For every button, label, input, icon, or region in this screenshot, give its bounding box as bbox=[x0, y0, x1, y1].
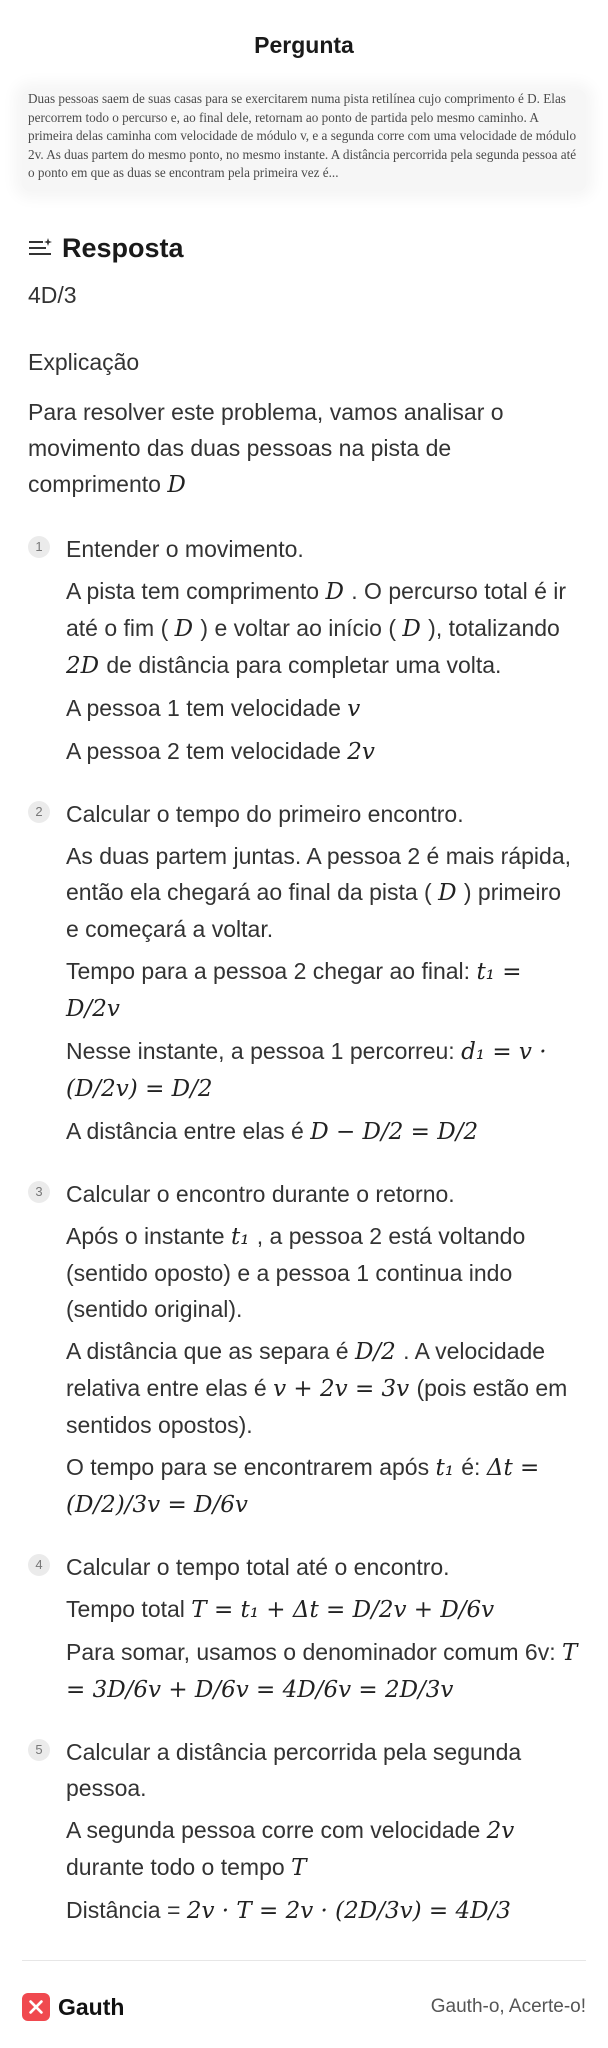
step-text: de distância para completar uma volta. bbox=[106, 651, 502, 678]
footer bbox=[22, 1985, 586, 2029]
step-item bbox=[28, 1734, 580, 1929]
step-text: Após o instante bbox=[66, 1222, 231, 1249]
step-title: Calcular o tempo do primeiro encontro. bbox=[66, 800, 464, 827]
math-expression: t₁ = D/2v bbox=[66, 958, 522, 1022]
math-expression: D/2 bbox=[354, 1338, 404, 1365]
step-title: Calcular o encontro durante o retorno. bbox=[66, 1180, 455, 1207]
step-text: , a pessoa 2 está voltando (sentido oposto) e a pessoa 1 continua indo (sentido original). bbox=[66, 1222, 526, 1322]
step-title: Entender o movimento. bbox=[66, 535, 304, 562]
step-text: A segunda pessoa corre com velocidade bbox=[66, 1816, 487, 1843]
step-text: O tempo para se encontrarem após bbox=[66, 1453, 436, 1480]
step-text: ) e voltar ao início ( bbox=[200, 614, 403, 641]
step-number-badge: 2 bbox=[28, 801, 50, 823]
step-line bbox=[66, 1333, 580, 1443]
step-line bbox=[66, 953, 580, 1027]
math-expression: D bbox=[325, 578, 352, 605]
step-item bbox=[28, 1549, 580, 1708]
step-line bbox=[66, 1033, 580, 1107]
step-line bbox=[66, 1113, 580, 1150]
question-text: Duas pessoas saem de suas casas para se exercitarem numa pista retilínea cujo comprimento é D. Elas percorrem todo o percurso e, ao final dele, retornam ao ponto de partida pelo mesmo caminho. A primeira delas caminha com velocidade de módulo v, e a segunda corre com uma velocidade de módulo 2v. As duas partem do mesmo ponto, no mesmo instante. A distância percorrida pela segunda pessoa até o ponto em que as duas se encontram pela primeira vez é... bbox=[28, 91, 577, 180]
step-line bbox=[66, 733, 580, 770]
step-item bbox=[28, 796, 580, 1150]
question-card bbox=[22, 90, 586, 191]
math-expression: 2v bbox=[486, 1817, 515, 1844]
step-line bbox=[66, 1449, 580, 1523]
step-text: . A velocidade relativa entre elas é bbox=[66, 1337, 546, 1401]
explanation-intro bbox=[28, 394, 580, 503]
step-text: Tempo para a pessoa 2 chegar ao final: bbox=[66, 957, 477, 984]
math-expression: T bbox=[291, 1854, 307, 1881]
step-text: A distância entre elas é bbox=[66, 1117, 311, 1144]
math-expression: 2D bbox=[66, 652, 107, 679]
step-text: ) primeiro e começará a voltar. bbox=[66, 878, 561, 942]
brand-name: Gauth bbox=[58, 1993, 125, 2020]
answer-header bbox=[28, 233, 580, 264]
step-text: durante todo o tempo bbox=[66, 1853, 292, 1880]
math-expression: T = 3D/6v + D/6v = 4D/6v = 2D/3v bbox=[66, 1639, 578, 1703]
step-line bbox=[66, 1218, 580, 1327]
answer-label: Resposta bbox=[62, 232, 184, 263]
math-expression: T = t₁ + Δt = D/2v + D/6v bbox=[191, 1596, 495, 1623]
step-item bbox=[28, 1176, 580, 1523]
step-line bbox=[66, 1591, 580, 1628]
step-line bbox=[66, 1812, 580, 1886]
math-expression: v bbox=[347, 695, 361, 722]
math-expression: v + 2v = 3v bbox=[273, 1375, 417, 1402]
step-text: A pista tem comprimento bbox=[66, 577, 326, 604]
math-expression: 2v bbox=[347, 738, 375, 765]
page-header bbox=[0, 0, 608, 90]
step-item bbox=[28, 531, 580, 770]
math-expression: D bbox=[438, 879, 464, 906]
brand[interactable] bbox=[22, 1993, 124, 2021]
step-number-badge: 1 bbox=[28, 536, 50, 558]
steps-list bbox=[28, 531, 580, 1929]
page-title: Pergunta bbox=[254, 31, 354, 58]
step-text: As duas partem juntas. A pessoa 2 é mais rápida, então ela chegará ao final da pista ( bbox=[66, 842, 572, 905]
math-expression: D bbox=[174, 615, 201, 642]
step-text: A pessoa 2 tem velocidade bbox=[66, 737, 348, 764]
math-expression: t₁ bbox=[230, 1223, 257, 1250]
step-number-badge: 4 bbox=[28, 1554, 50, 1576]
step-text: (pois estão em sentidos opostos). bbox=[66, 1374, 568, 1438]
gauth-logo-icon bbox=[22, 1993, 50, 2021]
math-expression: 2v · T = 2v · (2D/3v) = 4D/3 bbox=[186, 1897, 511, 1924]
math-expression: d₁ = v · (D/2v) = D/2 bbox=[66, 1038, 547, 1102]
step-line bbox=[66, 690, 580, 727]
intro-math: D bbox=[167, 471, 186, 498]
step-text: . O percurso total é ir até o fim ( bbox=[66, 577, 567, 641]
step-number-badge: 3 bbox=[28, 1181, 50, 1203]
list-sparkle-icon bbox=[28, 237, 54, 259]
answer-value: 4D/3 bbox=[28, 281, 77, 308]
step-text: ), totalizando bbox=[428, 614, 560, 641]
step-text: A pessoa 1 tem velocidade bbox=[66, 694, 348, 721]
explanation-title: Explicação bbox=[28, 348, 140, 375]
step-text: A distância que as separa é bbox=[66, 1337, 355, 1364]
step-text: é: bbox=[461, 1453, 487, 1480]
step-line bbox=[66, 838, 580, 947]
step-text: Para somar, usamos o denominador comum 6v: bbox=[66, 1638, 563, 1665]
step-title: Calcular o tempo total até o encontro. bbox=[66, 1553, 450, 1580]
step-line bbox=[66, 573, 580, 684]
math-expression: Δt = (D/2)/3v = D/6v bbox=[66, 1454, 540, 1518]
step-text: Distância = bbox=[66, 1896, 187, 1923]
step-line bbox=[66, 1634, 580, 1708]
step-number-badge: 5 bbox=[28, 1739, 50, 1761]
math-expression: D − D/2 = D/2 bbox=[310, 1118, 479, 1145]
footer-divider bbox=[22, 1960, 586, 1961]
step-title: Calcular a distância percorrida pela segunda pessoa. bbox=[66, 1738, 522, 1801]
step-line bbox=[66, 1892, 580, 1929]
math-expression: D bbox=[402, 615, 429, 642]
step-text: Nesse instante, a pessoa 1 percorreu: bbox=[66, 1037, 462, 1064]
step-text: Tempo total bbox=[66, 1595, 192, 1622]
intro-text: Para resolver este problema, vamos analisar o movimento das duas pessoas na pista de comprimento bbox=[28, 398, 504, 497]
math-expression: t₁ bbox=[435, 1454, 462, 1481]
slogan: Gauth-o, Acerte-o! bbox=[430, 1996, 586, 2017]
